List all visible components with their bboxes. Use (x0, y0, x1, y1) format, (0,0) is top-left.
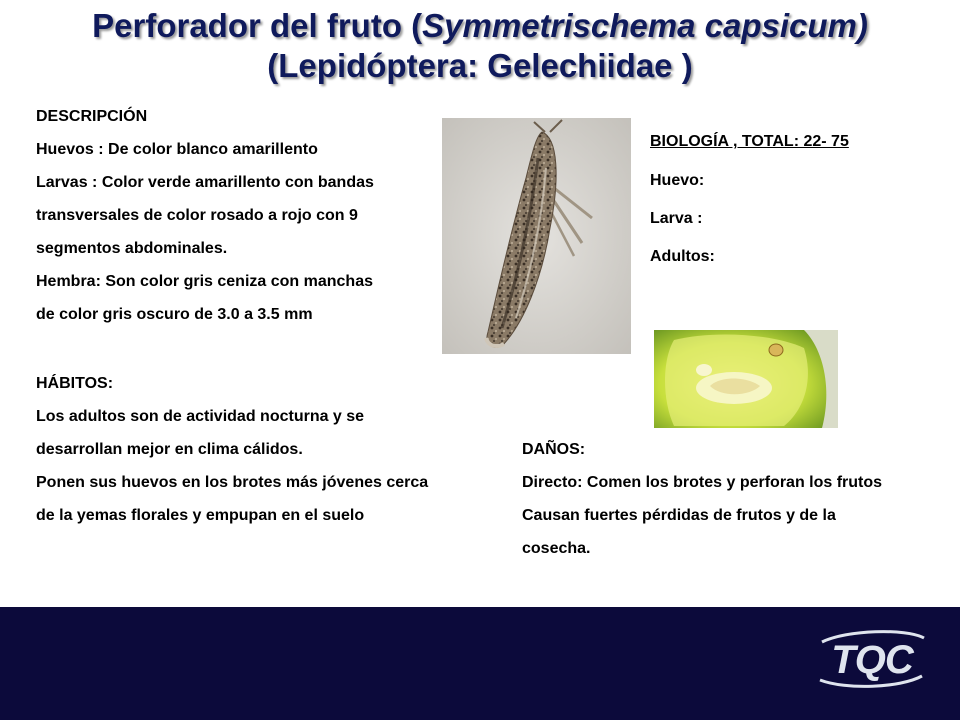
damage-line: cosecha. (522, 540, 591, 557)
habits-line: de la yemas florales y empupan en el suelo (36, 507, 365, 524)
damage-section (522, 438, 952, 570)
fruit-larva-photo-icon (654, 330, 838, 428)
slide-title (0, 6, 960, 86)
logo-text: TQC (831, 638, 913, 682)
habits-line: Los adultos son de actividad nocturna y se (36, 408, 365, 425)
habits-heading: HÁBITOS: (36, 375, 114, 392)
description-line: transversales de color rosado a rojo con 9 (36, 207, 358, 224)
description-line: segmentos abdominales. (36, 240, 228, 257)
title-line-2: (Lepidóptera: Gelechiidae ) (267, 47, 693, 84)
description-heading: DESCRIPCIÓN (36, 108, 148, 125)
damage-line: Causan fuertes pérdidas de frutos y de la (522, 507, 836, 524)
biology-item-larva: Larva : (650, 210, 703, 227)
description-line: Larvas : Color verde amarillento con bandas (36, 174, 374, 191)
habits-section (36, 373, 506, 538)
biology-section (650, 128, 950, 280)
habits-line: Ponen sus huevos en los brotes más jóvenes cerca (36, 474, 429, 491)
biology-item-adults: Adultos: (650, 248, 715, 265)
tqc-logo (816, 630, 928, 688)
moth-photo-icon (442, 118, 631, 354)
description-line: Hembra: Son color gris ceniza con manchas (36, 273, 373, 290)
biology-item-egg: Huevo: (650, 172, 705, 189)
damage-heading: DAÑOS: (522, 441, 586, 458)
habits-line: desarrollan mejor en clima cálidos. (36, 441, 303, 458)
biology-heading: BIOLOGÍA , TOTAL: 22- 75 (650, 133, 849, 150)
species-name: Symmetrischema capsicum) (422, 7, 868, 44)
description-line: de color gris oscuro de 3.0 a 3.5 mm (36, 306, 313, 323)
title-line-1: Perforador del fruto (Symmetrischema capsicum) (92, 7, 868, 44)
description-line: Huevos : De color blanco amarillento (36, 141, 318, 158)
description-section (36, 106, 456, 337)
damage-line: Directo: Comen los brotes y perforan los frutos (522, 474, 883, 491)
